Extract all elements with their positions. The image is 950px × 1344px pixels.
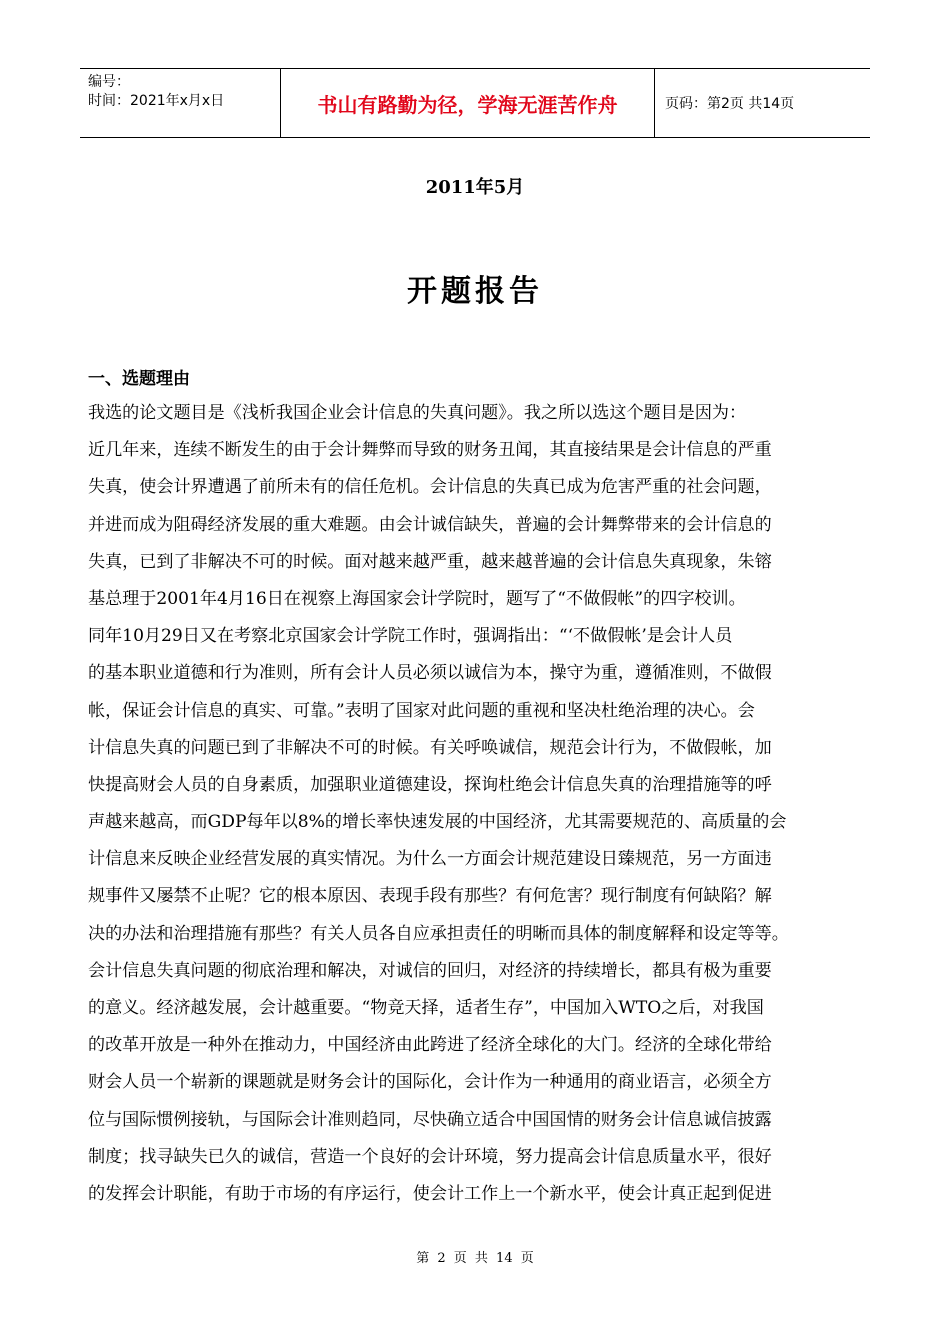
- body-line: 帐，保证会计信息的真实、可靠。”表明了国家对此问题的重视和坚决杜绝治理的决心。会: [88, 700, 755, 721]
- body-line: 制度；找寻缺失已久的诚信，营造一个良好的会计环境，努力提高会计信息质量水平，很好: [88, 1146, 772, 1167]
- body-line: 失真，使会计界遭遇了前所未有的信任危机。会计信息的失真已成为危害严重的社会问题，: [88, 477, 772, 498]
- document-title: 开题报告: [407, 274, 543, 309]
- body-line: 声越来越高，而GDP每年以8%的增长率快速发展的中国经济，尤其需要规范的、高质量的会: [88, 812, 787, 833]
- body-line: 并进而成为阻碍经济发展的重大难题。由会计诚信缺失，普遍的会计舞弊带来的会计信息的: [88, 514, 772, 535]
- number-label: 编号：: [88, 74, 130, 90]
- body-line: 失真，已到了非解决不可的时候。面对越来越严重，越来越普遍的会计信息失真现象，朱镕: [88, 551, 772, 572]
- page-header: [80, 68, 870, 138]
- page-footer: 第 2 页 共 14 页: [416, 1251, 534, 1266]
- body-line: 近几年来，连续不断发生的由于会计舞弊而导致的财务丑闻，其直接结果是会计信息的严重: [88, 440, 772, 461]
- body-line: 位与国际惯例接轨，与国际会计准则趋同，尽快确立适合中国国情的财务会计信息诚信披露: [88, 1109, 772, 1130]
- body-line: 我选的论文题目是《浅析我国企业会计信息的失真问题》。我之所以选这个题目是因为：: [88, 403, 747, 423]
- body-line: 的发挥会计职能，有助于市场的有序运行，使会计工作上一个新水平，使会计真正起到促进: [88, 1183, 772, 1204]
- body-line: 同年10月29日又在考察北京国家会计学院工作时，强调指出：“‘不做假帐’是会计人员: [88, 626, 733, 647]
- body-line: 基总理于2001年4月16日在视察上海国家会计学院时，题写了“不做假帐”的四字校训。: [88, 588, 746, 609]
- time-label: 时间：2021年x月x日: [88, 93, 225, 109]
- body-line: 的改革开放是一种外在推动力，中国经济由此跨进了经济全球化的大门。经济的全球化带给: [88, 1035, 772, 1056]
- body-line: 的基本职业道德和行为准则，所有会计人员必须以诚信为本，操守为重，遵循准则，不做假: [88, 663, 772, 684]
- header-meta: [80, 69, 280, 137]
- body-line: 规事件又屡禁不止呢？它的根本原因、表现手段有那些？有何危害？现行制度有何缺陷？解: [88, 886, 772, 907]
- body-line: 的意义。经济越发展，会计越重要。“物竞天择，适者生存”，中国加入WTO之后，对我国: [88, 998, 764, 1018]
- body-line: 计信息失真的问题已到了非解决不可的时候。有关呼唤诚信，规范会计行为，不做假帐，加: [88, 737, 772, 758]
- header-page-info: 页码：第2页 共14页: [665, 96, 795, 112]
- body-line: 决的办法和治理措施有那些？有关人员各自应承担责任的明晰而具体的制度解释和设定等等。: [88, 923, 789, 944]
- document-date: 2011年5月: [425, 177, 525, 198]
- body-line: 财会人员一个崭新的课题就是财务会计的国际化，会计作为一种通用的商业语言，必须全方: [88, 1072, 772, 1093]
- body-text: [88, 395, 868, 1213]
- body-line: 计信息来反映企业经营发展的真实情况。为什么一方面会计规范建设日臻规范，另一方面违: [88, 849, 772, 870]
- body-line: 快提高财会人员的自身素质，加强职业道德建设，探询杜绝会计信息失真的治理措施等的呼: [88, 774, 772, 795]
- header-motto: 书山有路勤为径，学海无涯苦作舟: [280, 69, 655, 137]
- section-heading: 一、选题理由: [88, 369, 190, 389]
- body-line: 会计信息失真问题的彻底治理和解决，对诚信的回归，对经济的持续增长，都具有极为重要: [88, 960, 772, 981]
